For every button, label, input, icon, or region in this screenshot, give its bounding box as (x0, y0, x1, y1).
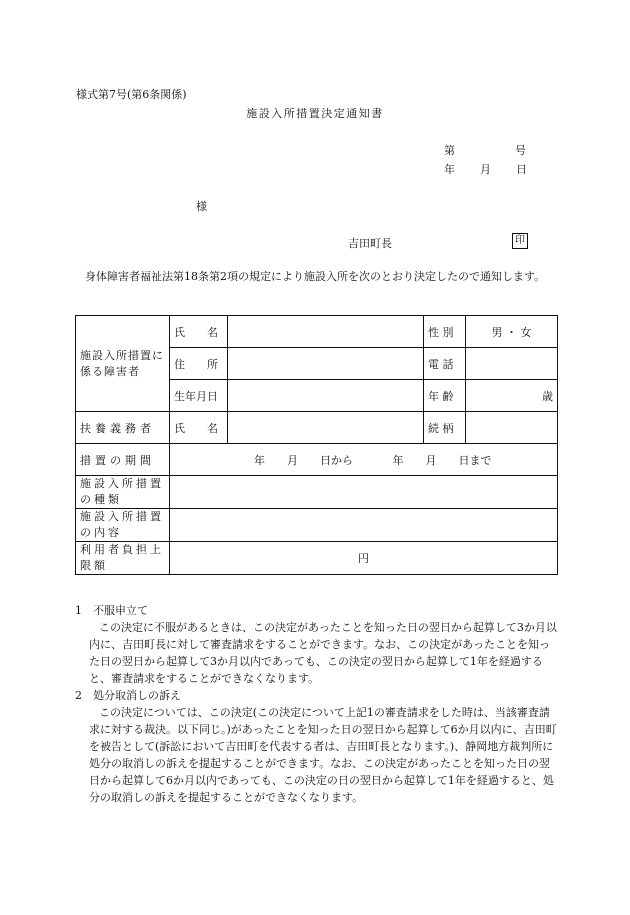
document-title: 施設入所措置決定通知書 (246, 107, 384, 120)
recipient-suffix: 様 (196, 200, 207, 213)
address-value (228, 348, 424, 380)
form-id: 様式第7号(第6条関係) (76, 88, 187, 101)
phone-label: 電 話 (424, 348, 466, 380)
notes (75, 602, 557, 806)
person-group-label: 施設入所措置に係る障害者 (76, 316, 170, 412)
name-label: 氏 名 (170, 316, 228, 348)
issuer-name: 吉田町長 (348, 237, 392, 250)
sex-value: 男 ・ 女 (466, 316, 558, 348)
number-suffix: 号 (515, 144, 526, 157)
guardian-name-value (228, 412, 424, 444)
type-value (170, 476, 558, 509)
period-from: 年 月 日から (254, 453, 353, 467)
intro-paragraph: 身体障害者福祉法第18条第2項の規定により施設入所を次のとおり決定したので通知します。 (85, 270, 546, 283)
date-month: 月 (480, 163, 491, 176)
age-unit: 歳 (466, 380, 558, 412)
address-label: 住 所 (170, 348, 228, 380)
burden-unit: 円 (170, 542, 558, 575)
table-row (76, 444, 558, 476)
birth-label: 生年月日 (170, 380, 228, 412)
table-row (76, 542, 558, 575)
note-body-2: この決定については、この決定(この決定について上記1の審査請求をした時は、当該審査請求に対する裁決。以下同じ。)があったことを知った日の翌日から起算して6か月以内に、吉田町を被告として(訴訟において吉田町を代表する者は、吉田町長となります。)、静岡地方裁判所に処分の取消しの訴えを提起することができます。なお、この決定があったことを知った日の翌日から起算して6か月以内であっても、この決定の日の翌日から起算して1年を経過すると、処分の取消しの訴えを提起することができなくなります。 (89, 706, 557, 804)
table-row (76, 412, 558, 444)
note-heading-2: 2 処分取消しの訴え (75, 689, 181, 702)
birth-value (228, 380, 424, 412)
period-to: 年 月 日まで (392, 453, 492, 467)
table-row (76, 509, 558, 542)
relation-value (466, 412, 558, 444)
period-label: 措置の期間 (76, 444, 170, 476)
burden-label: 利用者負担上限額 (76, 542, 170, 575)
period-value (170, 444, 558, 476)
number-prefix: 第 (444, 144, 455, 157)
guardian-label: 扶養義務者 (76, 412, 170, 444)
relation-label: 続 柄 (424, 412, 466, 444)
age-label: 年 齢 (424, 380, 466, 412)
decision-table (75, 315, 558, 575)
content-label: 施設入所措置の内容 (76, 509, 170, 542)
date-line (444, 161, 527, 177)
content-value (170, 509, 558, 542)
table-row (76, 316, 558, 348)
seal-mark: 印 (512, 233, 528, 249)
date-day: 日 (516, 163, 527, 176)
name-value (228, 316, 424, 348)
note-body-1: この決定に不服があるときは、この決定があったことを知った日の翌日から起算して3か月以内に、吉田町長に対して審査請求をすることができます。なお、この決定があったことを知った日の翌日から起算して3か月以内であっても、この決定の翌日から起算して1年を経過すると、審査請求をすることができなくなります。 (89, 621, 557, 685)
table-row (76, 476, 558, 509)
note-heading-1: 1 不服申立て (75, 604, 148, 617)
phone-value (466, 348, 558, 380)
guardian-name-label: 氏 名 (170, 412, 228, 444)
date-year: 年 (444, 163, 455, 176)
type-label: 施設入所措置の種類 (76, 476, 170, 509)
sex-label: 性 別 (424, 316, 466, 348)
